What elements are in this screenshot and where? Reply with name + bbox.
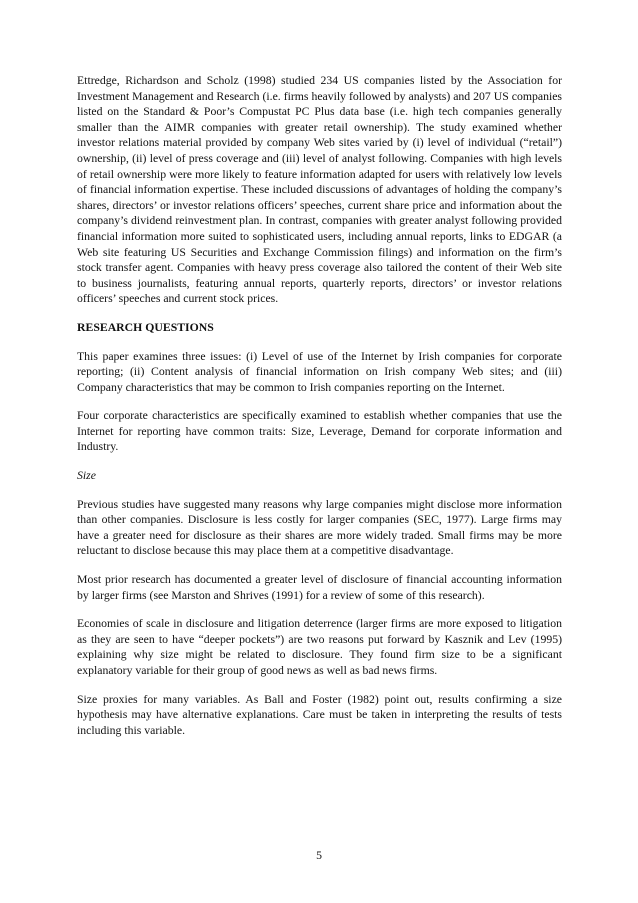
paragraph-corporate-characteristics: Four corporate characteristics are specifically examined to establish whether companies that use the Internet for reporting have common traits: Size, Leverage, Demand for corporate information and Industry.	[77, 409, 562, 454]
paragraph-ettredge-study: Ettredge, Richardson and Scholz (1998) studied 234 US companies listed by the Association for Investment Management and Research (i.e. firms heavily followed by analysts) and 207 US companies listed on the Standard & Poor’s Compustat PC Plus data base (i.e. high tech companies generally smaller than the AIMR companies with greater retail ownership). The study examined whether investor relations material provided by company Web sites varied by (i) level of individual (“retail”) ownership, (ii) level of press coverage and (iii) level of analyst following. Companies with high levels of retail ownership were more likely to feature information adapted for users with relatively low levels of financial information expertise. These included discussions of advantages of holding the company’s shares, directors’ or investor relations officers’ speeches, current share price and information about the company’s dividend reinvestment plan. In contrast, companies with greater analyst following provided financial information more suited to sophisticated users, including annual reports, links to EDGAR (a Web site featuring US Securities and Exchange Commission filings) and information on the firm’s stock transfer agent. Companies with heavy press coverage also tailored the content of their Web site to business journalists, featuring annual reports, quarterly reports, directors’ or investor relations officers’ speeches and current stock prices.	[77, 74, 562, 306]
document-page	[77, 73, 562, 751]
paragraph-three-issues: This paper examines three issues: (i) Level of use of the Internet by Irish companies for corporate reporting; (ii) Content analysis of financial information on Irish company Web sites; and (iii) Company characteristics that may be common to Irish companies reporting on the Internet.	[77, 349, 562, 394]
paragraph-previous-studies: Previous studies have suggested many reasons why large companies might disclose more information than other companies. Disclosure is less costly for larger companies (SEC, 1977). Large firms may have a greater need for disclosure as their shares are more widely traded. Small firms may be more reluctant to disclose because this may place them at a competitive disadvantage.	[77, 497, 562, 558]
paragraph-prior-research: Most prior research has documented a greater level of disclosure of financial accounting information by larger firms (see Marston and Shrives (1991) for a review of some of this research).	[77, 573, 562, 602]
section-heading-research-questions: RESEARCH QUESTIONS	[77, 320, 214, 334]
subheading-size: Size	[77, 469, 96, 483]
paragraph-economies-of-scale: Economies of scale in disclosure and litigation deterrence (larger firms are more exposed to litigation as they are seen to have “deeper pockets”) are two reasons put forward by Kasznik and Lev (1995) explaining why size might be related to disclosure. They found firm size to be a significant explanatory variable for their group of good news as well as bad news firms.	[77, 617, 562, 677]
page-number: 5	[316, 849, 322, 862]
paragraph-size-proxies: Size proxies for many variables. As Ball and Foster (1982) point out, results confirming a size hypothesis may have alternative explanations. Care must be taken in interpreting the results of tests including this variable.	[77, 692, 562, 737]
